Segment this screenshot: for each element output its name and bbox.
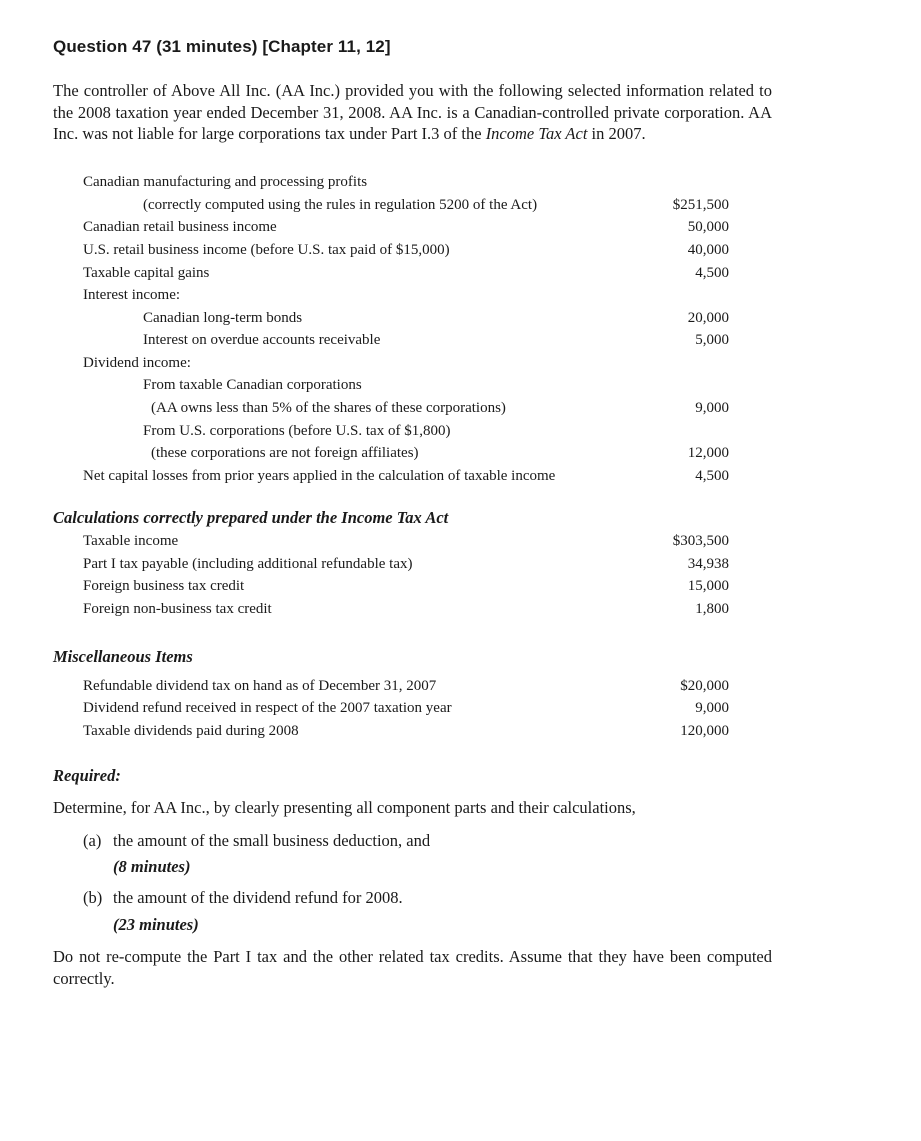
info-value: $251,500: [672, 197, 729, 213]
intro-text-end: in 2007.: [587, 124, 646, 143]
info-value: 20,000: [687, 310, 729, 326]
intro-paragraph: [53, 80, 772, 145]
info-row: [0, 242, 921, 264]
info-row: [0, 287, 921, 309]
part-text: the amount of the dividend refund for 2008.: [113, 888, 403, 907]
info-label: Interest income:: [83, 287, 181, 303]
required-part-a: [83, 831, 430, 851]
required-instruction: Determine, for AA Inc., by clearly presenting all component parts and their calculations,: [53, 798, 636, 817]
intro-text-start: The controller of Above All Inc. (AA Inc.) provided you with the following selected information related to the 2008 taxation year ended December 31, 2008. AA Inc. is a Canadian-controlled private corporation. AA Inc. was not liable for large corporations tax under Part I.3 of the: [53, 81, 772, 143]
info-label: U.S. retail business income (before U.S. tax paid of $15,000): [83, 242, 450, 258]
info-row: [0, 423, 921, 445]
info-value: 9,000: [695, 400, 729, 416]
misc-label: Refundable dividend tax on hand as of December 31, 2007: [83, 678, 437, 694]
calc-value: 15,000: [687, 578, 729, 594]
calc-label: Part I tax payable (including additional refundable tax): [83, 556, 413, 572]
info-row: [0, 377, 921, 399]
calc-value: 1,800: [695, 601, 729, 617]
misc-heading: Miscellaneous Items: [53, 647, 193, 666]
calc-value: 34,938: [687, 556, 729, 572]
info-row: [0, 265, 921, 287]
info-row: [0, 468, 921, 490]
calc-label: Foreign business tax credit: [83, 578, 245, 594]
info-value: 40,000: [687, 242, 729, 258]
misc-value: 9,000: [695, 700, 729, 716]
info-row: [0, 174, 921, 196]
misc-value: 120,000: [680, 723, 729, 739]
info-value: 5,000: [695, 332, 729, 348]
misc-row: [0, 700, 921, 722]
required-part-b: [83, 888, 403, 908]
part-b-time: (23 minutes): [113, 915, 199, 934]
calc-row: [0, 556, 921, 578]
info-label: Dividend income:: [83, 355, 191, 371]
info-row: [0, 400, 921, 422]
info-label: From U.S. corporations (before U.S. tax of $1,800): [143, 423, 451, 439]
part-a-time: (8 minutes): [113, 857, 191, 876]
info-row: [0, 219, 921, 241]
intro-act-title: Income Tax Act: [485, 124, 588, 143]
closing-note: Do not re-compute the Part I tax and the other related tax credits. Assume that they have been computed correctly.: [53, 947, 772, 988]
info-row: [0, 445, 921, 467]
calc-row: [0, 578, 921, 600]
info-row: [0, 310, 921, 332]
info-label: Net capital losses from prior years applied in the calculation of taxable income: [83, 468, 556, 484]
part-letter: (b): [83, 888, 103, 907]
info-label: Canadian manufacturing and processing profits: [83, 174, 368, 190]
info-value: 50,000: [687, 219, 729, 235]
required-heading: Required:: [53, 766, 121, 785]
misc-label: Taxable dividends paid during 2008: [83, 723, 299, 739]
misc-label: Dividend refund received in respect of the 2007 taxation year: [83, 700, 452, 716]
misc-row: [0, 678, 921, 700]
calc-row: [0, 601, 921, 623]
info-value: 12,000: [687, 445, 729, 461]
part-letter: (a): [83, 831, 102, 850]
calc-label: Taxable income: [83, 533, 179, 549]
misc-value: $20,000: [680, 678, 729, 694]
info-label: Interest on overdue accounts receivable: [143, 332, 381, 348]
info-label: (these corporations are not foreign affiliates): [151, 445, 419, 461]
info-label: Canadian long-term bonds: [143, 310, 303, 326]
info-label: Taxable capital gains: [83, 265, 210, 281]
info-label: (correctly computed using the rules in regulation 5200 of the Act): [143, 197, 538, 213]
part-text: the amount of the small business deduction, and: [113, 831, 431, 850]
info-label: From taxable Canadian corporations: [143, 377, 362, 393]
info-value: 4,500: [695, 468, 729, 484]
calc-value: $303,500: [672, 533, 729, 549]
info-label: (AA owns less than 5% of the shares of these corporations): [151, 400, 506, 416]
calc-label: Foreign non-business tax credit: [83, 601, 272, 617]
calc-row: [0, 533, 921, 555]
question-title: Question 47 (31 minutes) [Chapter 11, 12]: [53, 37, 391, 56]
info-label: Canadian retail business income: [83, 219, 277, 235]
info-row: [0, 197, 921, 219]
info-row: [0, 355, 921, 377]
calculations-heading: Calculations correctly prepared under the Income Tax Act: [53, 508, 449, 527]
misc-row: [0, 723, 921, 745]
info-row: [0, 332, 921, 354]
info-value: 4,500: [695, 265, 729, 281]
